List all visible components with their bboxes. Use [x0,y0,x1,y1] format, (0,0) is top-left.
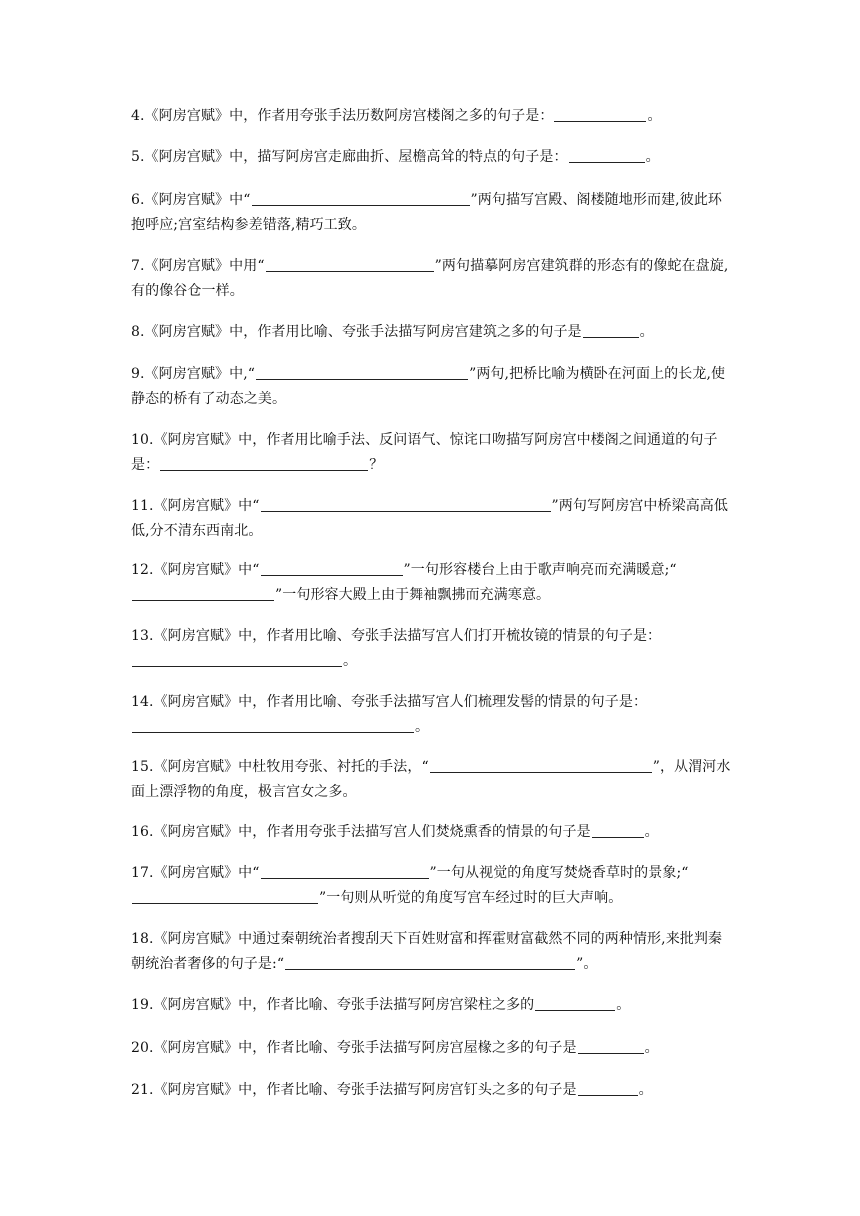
question-19: 19.《阿房宫赋》中，作者比喻、夸张手法描写阿房宫梁柱之多的 。 [131,997,631,1013]
question-16: 16.《阿房宫赋》中，作者用夸张手法描写宫人们焚烧熏香的情景的句子是 。 [131,824,659,840]
answer-blank[interactable] [132,718,414,733]
answer-blank[interactable] [285,955,575,970]
question-18: 18.《阿房宫赋》中通过秦朝统治者搜刮天下百姓财富和挥霍财富截然不同的两种情形,来批判秦朝统治者奢侈的句子是:“ ”。 [131,931,723,972]
question-10: 10.《阿房宫赋》中，作者用比喻手法、反问语气、惊诧口吻描写阿房宫中楼阁之间通道的句子是： ？ [131,432,718,473]
answer-blank[interactable] [592,823,644,838]
question-15: 15.《阿房宫赋》中杜牧用夸张、衬托的手法，“ ”，从渭河水面上漂浮物的角度，极言宫女之多。 [131,759,731,800]
question-21: 21.《阿房宫赋》中，作者比喻、夸张手法描写阿房宫钉头之多的句子是 。 [131,1082,653,1098]
answer-blank[interactable] [535,996,615,1011]
question-9: 9.《阿房宫赋》中,“ ”两句,把桥比喻为横卧在河面上的长龙,使静态的桥有了动态之美。 [131,366,726,407]
question-5: 5.《阿房宫赋》中，描写阿房宫走廊曲折、屋檐高耸的特点的句子是： 。 [131,149,660,165]
answer-blank[interactable] [261,561,403,576]
answer-blank[interactable] [266,257,434,272]
answer-blank[interactable] [132,652,342,667]
question-12: 12.《阿房宫赋》中“ ”一句形容楼台上由于歌声响亮而充满暖意;“”一句形容大殿上由于舞袖飘拂而充满寒意。 [131,562,677,603]
question-11: 11.《阿房宫赋》中“ ”两句写阿房宫中桥梁高高低低,分不清东西南北。 [131,498,728,539]
answer-blank[interactable] [583,323,639,338]
answer-blank[interactable] [160,456,368,471]
answer-blank[interactable] [578,1039,644,1054]
answer-blank[interactable] [569,148,645,163]
answer-blank[interactable] [261,497,551,512]
question-4: 4.《阿房宫赋》中，作者用夸张手法历数阿房宫楼阁之多的句子是： 。 [131,108,662,124]
question-14: 14.《阿房宫赋》中，作者用比喻、夸张手法描写宫人们梳理发髻的情景的句子是：。 [131,694,648,735]
question-13: 13.《阿房宫赋》中，作者用比喻、夸张手法描写宫人们打开梳妆镜的情景的句子是：。 [131,628,662,669]
answer-blank[interactable] [132,889,318,904]
answer-blank[interactable] [554,107,646,122]
answer-blank[interactable] [256,365,468,380]
answer-blank[interactable] [252,191,470,206]
answer-blank[interactable] [261,864,429,879]
question-6: 6.《阿房宫赋》中“ ”两句描写宫殿、阁楼随地形而建,彼此环抱呼应;宫室结构参差错落,精巧工致。 [131,192,723,233]
question-17: 17.《阿房宫赋》中“ ”一句从视觉的角度写焚烧香草时的景象;“”一句则从听觉的角度写宫车经过时的巨大声响。 [131,865,689,906]
question-7: 7.《阿房宫赋》中用“ ”两句描摹阿房宫建筑群的形态有的像蛇在盘旋,有的像谷仓一样。 [131,258,729,299]
question-8: 8.《阿房宫赋》中，作者用比喻、夸张手法描写阿房宫建筑之多的句子是 。 [131,324,654,340]
question-20: 20.《阿房宫赋》中，作者比喻、夸张手法描写阿房宫屋椽之多的句子是 。 [131,1040,659,1056]
answer-blank[interactable] [430,758,652,773]
answer-blank[interactable] [578,1081,638,1096]
answer-blank[interactable] [132,586,274,601]
